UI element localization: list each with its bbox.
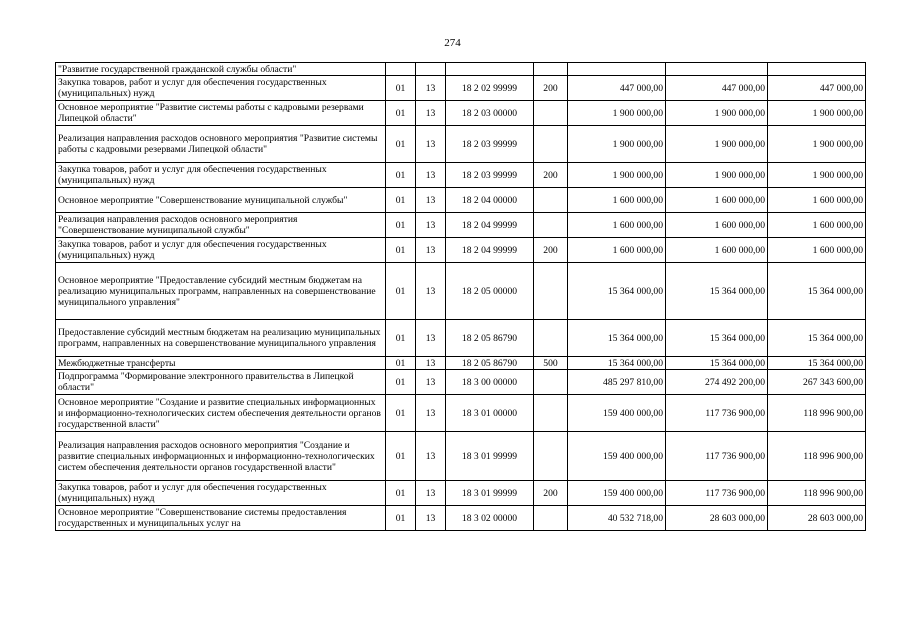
target-article-cell: 18 2 04 00000 xyxy=(446,188,534,213)
amount-year2-cell: 447 000,00 xyxy=(666,76,768,101)
section-code-cell: 01 xyxy=(386,101,416,126)
expense-type-cell xyxy=(534,370,568,395)
row-name-cell: Реализация направления расходов основного мероприятия "Развитие системы работы с кадровыми резервами Липецкой области" xyxy=(56,126,386,163)
amount-year2-cell: 15 364 000,00 xyxy=(666,263,768,320)
amount-year1-cell xyxy=(568,63,666,76)
expense-type-cell xyxy=(534,126,568,163)
amount-year1-cell: 15 364 000,00 xyxy=(568,357,666,370)
amount-year2-cell: 1 900 000,00 xyxy=(666,126,768,163)
table-row xyxy=(56,126,866,163)
amount-year3-cell: 267 343 600,00 xyxy=(768,370,866,395)
target-article-cell: 18 2 03 99999 xyxy=(446,126,534,163)
target-article-cell: 18 2 03 00000 xyxy=(446,101,534,126)
target-article-cell: 18 2 05 86790 xyxy=(446,357,534,370)
amount-year3-cell: 118 996 900,00 xyxy=(768,395,866,432)
table-row xyxy=(56,370,866,395)
table-row xyxy=(56,163,866,188)
subsection-code-cell: 13 xyxy=(416,481,446,506)
amount-year1-cell: 485 297 810,00 xyxy=(568,370,666,395)
subsection-code-cell: 13 xyxy=(416,320,446,357)
expense-type-cell xyxy=(534,395,568,432)
section-code-cell: 01 xyxy=(386,357,416,370)
amount-year3-cell: 447 000,00 xyxy=(768,76,866,101)
section-code-cell: 01 xyxy=(386,238,416,263)
target-article-cell: 18 3 01 99999 xyxy=(446,432,534,481)
section-code-cell: 01 xyxy=(386,432,416,481)
amount-year3-cell: 15 364 000,00 xyxy=(768,320,866,357)
expense-type-cell xyxy=(534,101,568,126)
row-name-cell: Подпрограмма "Формирование электронного правительства в Липецкой области" xyxy=(56,370,386,395)
row-name-cell: Закупка товаров, работ и услуг для обеспечения государственных (муниципальных) нужд xyxy=(56,163,386,188)
amount-year2-cell: 1 900 000,00 xyxy=(666,163,768,188)
amount-year3-cell: 1 900 000,00 xyxy=(768,101,866,126)
target-article-cell: 18 2 03 99999 xyxy=(446,163,534,188)
amount-year2-cell: 1 900 000,00 xyxy=(666,101,768,126)
expense-type-cell: 200 xyxy=(534,238,568,263)
amount-year3-cell: 15 364 000,00 xyxy=(768,357,866,370)
amount-year2-cell: 15 364 000,00 xyxy=(666,320,768,357)
expense-type-cell: 500 xyxy=(534,357,568,370)
table-row xyxy=(56,76,866,101)
row-name-cell: Реализация направления расходов основного мероприятия "Совершенствование муниципальной службы" xyxy=(56,213,386,238)
row-name-cell: Основное мероприятие "Совершенствование системы предоставления государственных и муниципальных услуг на xyxy=(56,506,386,531)
amount-year1-cell: 447 000,00 xyxy=(568,76,666,101)
section-code-cell: 01 xyxy=(386,188,416,213)
row-name-cell: Реализация направления расходов основного мероприятия "Создание и развитие специальных информационных и информационно-технологических систем обеспечения деятельности органов государственной власти" xyxy=(56,432,386,481)
row-name-cell: Основное мероприятие "Предоставление субсидий местным бюджетам на реализацию муниципальных программ, направленных на совершенствование муниципального управления" xyxy=(56,263,386,320)
table-row xyxy=(56,188,866,213)
amount-year1-cell: 1 900 000,00 xyxy=(568,101,666,126)
table-body xyxy=(56,63,866,531)
amount-year3-cell: 15 364 000,00 xyxy=(768,263,866,320)
amount-year3-cell: 1 900 000,00 xyxy=(768,163,866,188)
amount-year2-cell: 117 736 900,00 xyxy=(666,432,768,481)
expense-type-cell xyxy=(534,263,568,320)
subsection-code-cell: 13 xyxy=(416,101,446,126)
page-number: 274 xyxy=(444,37,461,49)
target-article-cell: 18 3 01 00000 xyxy=(446,395,534,432)
target-article-cell xyxy=(446,63,534,76)
amount-year3-cell xyxy=(768,63,866,76)
target-article-cell: 18 3 02 00000 xyxy=(446,506,534,531)
amount-year3-cell: 1 600 000,00 xyxy=(768,238,866,263)
table-row xyxy=(56,101,866,126)
amount-year2-cell: 1 600 000,00 xyxy=(666,213,768,238)
table-row xyxy=(56,238,866,263)
amount-year1-cell: 40 532 718,00 xyxy=(568,506,666,531)
amount-year1-cell: 159 400 000,00 xyxy=(568,432,666,481)
expense-type-cell xyxy=(534,188,568,213)
row-name-cell: Предоставление субсидий местным бюджетам на реализацию муниципальных программ, направленных на совершенствование муниципального управления xyxy=(56,320,386,357)
amount-year1-cell: 1 600 000,00 xyxy=(568,188,666,213)
subsection-code-cell: 13 xyxy=(416,432,446,481)
table-row xyxy=(56,395,866,432)
amount-year1-cell: 159 400 000,00 xyxy=(568,481,666,506)
section-code-cell: 01 xyxy=(386,263,416,320)
amount-year2-cell: 117 736 900,00 xyxy=(666,481,768,506)
amount-year3-cell: 1 600 000,00 xyxy=(768,188,866,213)
amount-year2-cell xyxy=(666,63,768,76)
subsection-code-cell: 13 xyxy=(416,506,446,531)
row-name-cell: Межбюджетные трансферты xyxy=(56,357,386,370)
expense-type-cell xyxy=(534,432,568,481)
amount-year2-cell: 1 600 000,00 xyxy=(666,188,768,213)
amount-year3-cell: 1 900 000,00 xyxy=(768,126,866,163)
budget-table xyxy=(55,62,866,531)
subsection-code-cell: 13 xyxy=(416,357,446,370)
subsection-code-cell: 13 xyxy=(416,238,446,263)
amount-year1-cell: 159 400 000,00 xyxy=(568,395,666,432)
table-row xyxy=(56,506,866,531)
expense-type-cell xyxy=(534,320,568,357)
amount-year2-cell: 1 600 000,00 xyxy=(666,238,768,263)
subsection-code-cell: 13 xyxy=(416,263,446,320)
amount-year1-cell: 1 600 000,00 xyxy=(568,213,666,238)
table-row xyxy=(56,263,866,320)
section-code-cell: 01 xyxy=(386,395,416,432)
expense-type-cell: 200 xyxy=(534,76,568,101)
subsection-code-cell: 13 xyxy=(416,76,446,101)
amount-year2-cell: 15 364 000,00 xyxy=(666,357,768,370)
subsection-code-cell: 13 xyxy=(416,395,446,432)
row-name-cell: Основное мероприятие "Развитие системы работы с кадровыми резервами Липецкой области" xyxy=(56,101,386,126)
table-row xyxy=(56,320,866,357)
target-article-cell: 18 3 01 99999 xyxy=(446,481,534,506)
subsection-code-cell: 13 xyxy=(416,126,446,163)
section-code-cell: 01 xyxy=(386,213,416,238)
row-name-cell: Закупка товаров, работ и услуг для обеспечения государственных (муниципальных) нужд xyxy=(56,238,386,263)
row-name-cell: Закупка товаров, работ и услуг для обеспечения государственных (муниципальных) нужд xyxy=(56,76,386,101)
expense-type-cell xyxy=(534,213,568,238)
target-article-cell: 18 2 02 99999 xyxy=(446,76,534,101)
section-code-cell xyxy=(386,63,416,76)
table-row xyxy=(56,432,866,481)
amount-year3-cell: 1 600 000,00 xyxy=(768,213,866,238)
target-article-cell: 18 2 04 99999 xyxy=(446,238,534,263)
section-code-cell: 01 xyxy=(386,506,416,531)
expense-type-cell: 200 xyxy=(534,163,568,188)
subsection-code-cell xyxy=(416,63,446,76)
expense-type-cell xyxy=(534,506,568,531)
section-code-cell: 01 xyxy=(386,320,416,357)
table-row xyxy=(56,481,866,506)
section-code-cell: 01 xyxy=(386,76,416,101)
row-name-cell: "Развитие государственной гражданской службы области" xyxy=(56,63,386,76)
amount-year2-cell: 117 736 900,00 xyxy=(666,395,768,432)
section-code-cell: 01 xyxy=(386,163,416,188)
amount-year1-cell: 15 364 000,00 xyxy=(568,263,666,320)
amount-year2-cell: 28 603 000,00 xyxy=(666,506,768,531)
target-article-cell: 18 2 04 99999 xyxy=(446,213,534,238)
section-code-cell: 01 xyxy=(386,481,416,506)
amount-year3-cell: 28 603 000,00 xyxy=(768,506,866,531)
amount-year1-cell: 1 900 000,00 xyxy=(568,163,666,188)
subsection-code-cell: 13 xyxy=(416,188,446,213)
section-code-cell: 01 xyxy=(386,370,416,395)
expense-type-cell: 200 xyxy=(534,481,568,506)
table-row xyxy=(56,213,866,238)
amount-year1-cell: 15 364 000,00 xyxy=(568,320,666,357)
amount-year3-cell: 118 996 900,00 xyxy=(768,432,866,481)
amount-year1-cell: 1 900 000,00 xyxy=(568,126,666,163)
target-article-cell: 18 2 05 00000 xyxy=(446,263,534,320)
row-name-cell: Основное мероприятие "Совершенствование муниципальной службы" xyxy=(56,188,386,213)
subsection-code-cell: 13 xyxy=(416,163,446,188)
subsection-code-cell: 13 xyxy=(416,213,446,238)
row-name-cell: Закупка товаров, работ и услуг для обеспечения государственных (муниципальных) нужд xyxy=(56,481,386,506)
subsection-code-cell: 13 xyxy=(416,370,446,395)
amount-year3-cell: 118 996 900,00 xyxy=(768,481,866,506)
section-code-cell: 01 xyxy=(386,126,416,163)
target-article-cell: 18 2 05 86790 xyxy=(446,320,534,357)
table-row xyxy=(56,63,866,76)
table-row xyxy=(56,357,866,370)
target-article-cell: 18 3 00 00000 xyxy=(446,370,534,395)
amount-year1-cell: 1 600 000,00 xyxy=(568,238,666,263)
row-name-cell: Основное мероприятие "Создание и развитие специальных информационных и информационно-технологических систем обеспечения деятельности органов государственной власти" xyxy=(56,395,386,432)
amount-year2-cell: 274 492 200,00 xyxy=(666,370,768,395)
expense-type-cell xyxy=(534,63,568,76)
